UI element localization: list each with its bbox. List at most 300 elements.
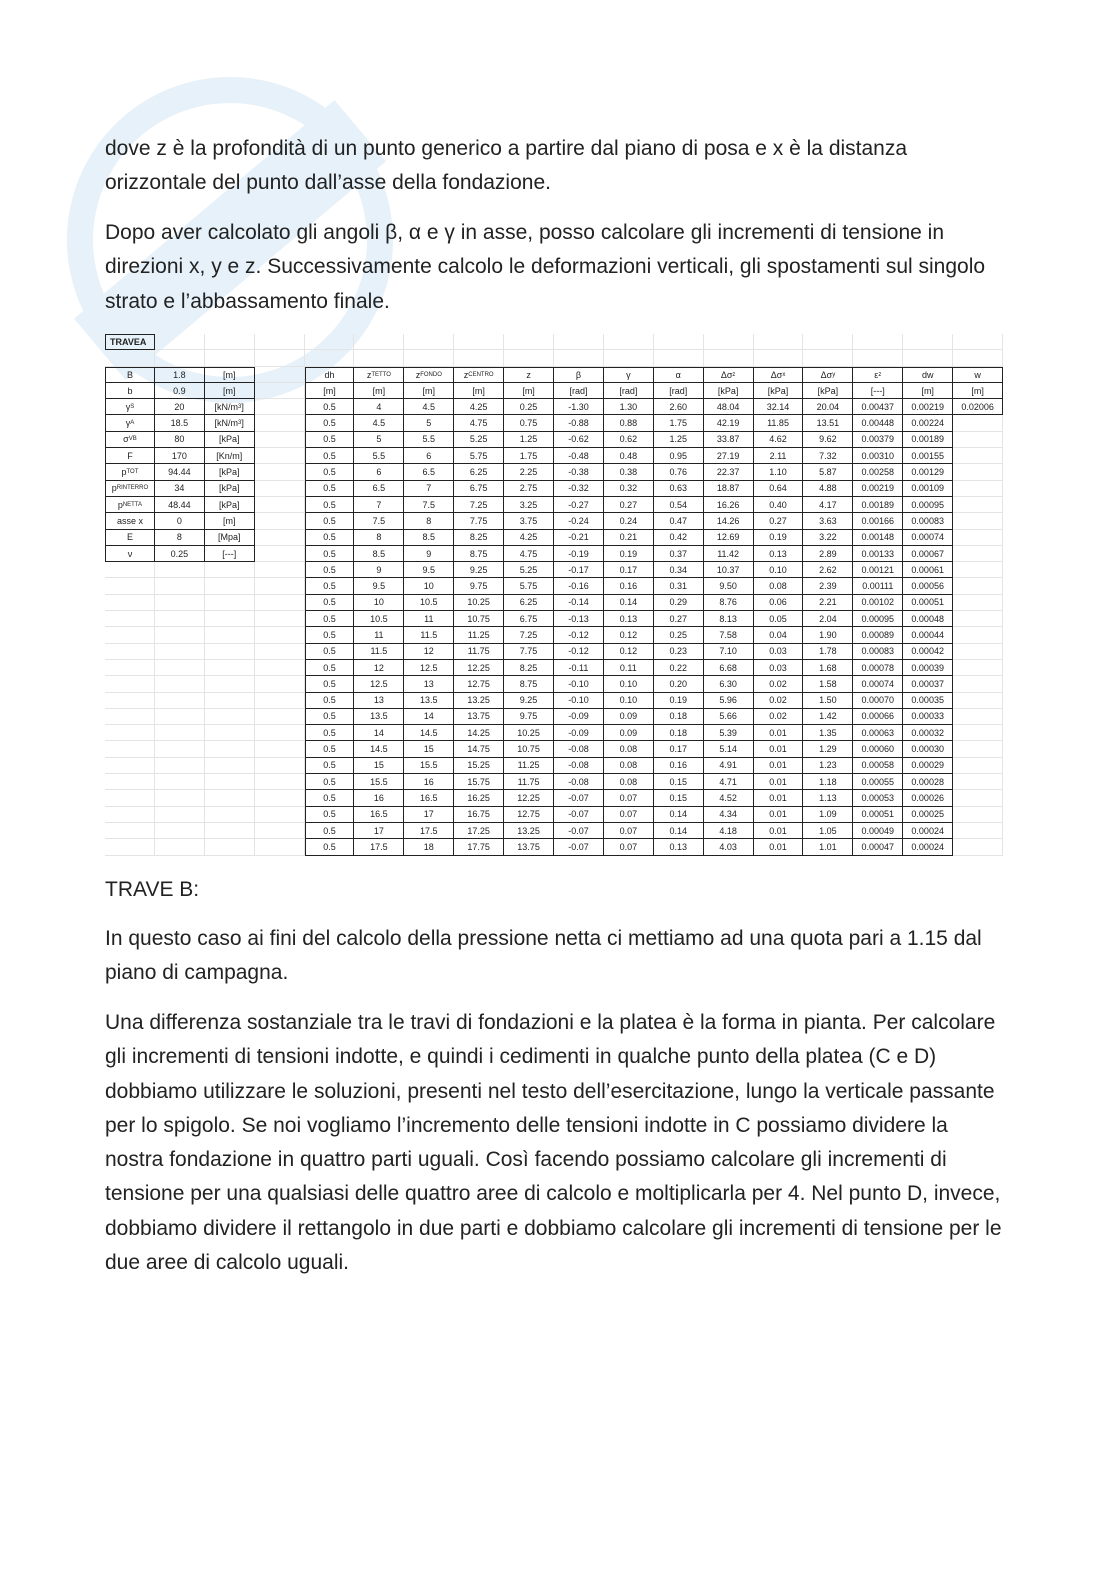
- table-cell: [504, 611, 554, 627]
- cell-text: -0.24: [568, 515, 589, 526]
- table-cell: [354, 415, 404, 431]
- cell-text: 1.58: [819, 678, 837, 689]
- column-unit: [803, 383, 853, 399]
- empty-cell: [953, 839, 1003, 855]
- table-cell: [903, 839, 953, 855]
- table-cell: [704, 432, 754, 448]
- cell-text: 0.18: [669, 711, 687, 722]
- table-cell: [604, 709, 654, 725]
- empty-cell: [903, 350, 953, 366]
- table-cell: [903, 595, 953, 611]
- empty-cell: [953, 432, 1003, 448]
- empty-cell: [205, 660, 255, 676]
- table-cell: [754, 839, 804, 855]
- cell-text: 17: [423, 809, 434, 820]
- cell-text: 10.37: [716, 564, 740, 575]
- table-cell: [903, 513, 953, 529]
- cell-text: 0.00066: [861, 711, 895, 722]
- table-cell: [454, 513, 504, 529]
- cell-text: 3.63: [819, 515, 837, 526]
- cell-text: -0.19: [568, 548, 589, 559]
- cell-text: 0.01: [769, 841, 787, 852]
- cell-text: 13.75: [467, 711, 490, 722]
- table-cell: [754, 676, 804, 692]
- table-cell: [853, 448, 903, 464]
- table-cell: [504, 644, 554, 660]
- empty-cell: [255, 513, 305, 529]
- cell-text: 0.14: [669, 809, 687, 820]
- param-unit: [205, 530, 255, 546]
- empty-cell: [105, 693, 155, 709]
- cell-text: 10.25: [467, 597, 490, 608]
- cell-text: 9: [426, 548, 432, 559]
- param-unit: [205, 367, 255, 383]
- empty-cell: [155, 693, 205, 709]
- table-cell: [504, 415, 554, 431]
- cell-text: 0.00148: [861, 532, 895, 543]
- cell-text: 0.63: [669, 483, 687, 494]
- table-cell: [354, 399, 404, 415]
- cell-text: 16.75: [467, 809, 490, 820]
- cell-text: 0.01: [769, 760, 787, 771]
- empty-cell: [105, 709, 155, 725]
- table-cell: [654, 693, 704, 709]
- column-unit: [604, 383, 654, 399]
- empty-cell: [953, 758, 1003, 774]
- empty-cell: [654, 350, 704, 366]
- table-cell: [554, 741, 604, 757]
- empty-cell: [205, 709, 255, 725]
- cell-text: 0.5: [323, 401, 336, 412]
- cell-text: 9.50: [719, 581, 737, 592]
- cell-text: -0.07: [568, 841, 589, 852]
- empty-cell: [953, 790, 1003, 806]
- table-cell: [654, 432, 704, 448]
- cell-text: 11.5: [370, 646, 388, 657]
- table-cell: [654, 562, 704, 578]
- cell-text: 8.76: [719, 597, 737, 608]
- table-cell: [504, 741, 554, 757]
- cell-text: 0.00258: [861, 467, 895, 478]
- empty-cell: [354, 350, 404, 366]
- cell-text: 0.03: [769, 646, 787, 657]
- empty-cell: [953, 725, 1003, 741]
- cell-text: 2.11: [769, 450, 787, 461]
- cell-text: α: [675, 369, 681, 380]
- table-cell: [454, 774, 504, 790]
- empty-cell: [155, 562, 205, 578]
- param-unit: [205, 448, 255, 464]
- empty-cell: [155, 595, 205, 611]
- table-cell: [903, 807, 953, 823]
- cell-text: -0.08: [568, 744, 589, 755]
- table-cell: [404, 481, 454, 497]
- cell-text: -0.07: [568, 809, 589, 820]
- cell-text: 0.5: [323, 597, 336, 608]
- empty-cell: [953, 774, 1003, 790]
- table-cell: [454, 399, 504, 415]
- table-cell: [554, 644, 604, 660]
- table-cell: [504, 464, 554, 480]
- cell-text: 1.25: [519, 434, 538, 445]
- table-cell: [853, 611, 903, 627]
- param-name: [105, 367, 155, 383]
- table-cell: [754, 415, 804, 431]
- cell-text: 9: [376, 564, 382, 575]
- cell-text: 0.00024: [911, 825, 944, 836]
- table-cell: [853, 709, 903, 725]
- cell-text: -0.12: [568, 629, 589, 640]
- table-cell: [604, 758, 654, 774]
- table-cell: [704, 415, 754, 431]
- cell-text: 0.00083: [911, 515, 944, 526]
- column-unit: [504, 383, 554, 399]
- section-heading-trave-b: TRAVE B:: [105, 878, 200, 901]
- cell-text: 5.75: [519, 581, 538, 592]
- table-cell: [454, 644, 504, 660]
- table-cell: [454, 660, 504, 676]
- cell-text: p: [121, 467, 127, 478]
- table-cell: [504, 432, 554, 448]
- cell-text: [m]: [222, 369, 236, 380]
- empty-cell: [654, 334, 704, 350]
- cell-text: 0.5: [323, 744, 336, 755]
- empty-cell: [205, 611, 255, 627]
- empty-cell: [255, 709, 305, 725]
- empty-cell: [953, 627, 1003, 643]
- table-cell: [604, 497, 654, 513]
- table-cell: [305, 415, 355, 431]
- cell-text: 11.75: [517, 776, 540, 787]
- cell-text: 0.02006: [961, 401, 994, 412]
- empty-cell: [255, 741, 305, 757]
- table-cell: [454, 578, 504, 594]
- table-cell: [404, 448, 454, 464]
- table-cell: [354, 807, 404, 823]
- empty-cell: [704, 350, 754, 366]
- cell-text: 0.9: [173, 385, 186, 396]
- table-cell: [654, 513, 704, 529]
- column-header: [853, 367, 903, 383]
- empty-cell: [205, 807, 255, 823]
- empty-cell: [404, 350, 454, 366]
- table-cell: [305, 464, 355, 480]
- column-header: [504, 367, 554, 383]
- cell-text: 0.00109: [911, 483, 944, 494]
- table-cell: [754, 758, 804, 774]
- empty-cell: [155, 611, 205, 627]
- cell-text: 5.39: [719, 727, 737, 738]
- cell-text: 0.10: [769, 564, 787, 575]
- cell-text: 0.54: [669, 499, 687, 510]
- table-cell: [305, 741, 355, 757]
- cell-text: Δσ: [820, 369, 833, 380]
- cell-text: 0.5: [323, 678, 336, 689]
- table-cell: [704, 709, 754, 725]
- table-cell: [305, 562, 355, 578]
- empty-cell: [454, 350, 504, 366]
- cell-text: [kPa]: [218, 483, 240, 494]
- cell-text: 1.25: [669, 434, 687, 445]
- table-cell: [404, 415, 454, 431]
- table-cell: [754, 497, 804, 513]
- cell-text: 0.00129: [911, 467, 944, 478]
- table-cell: [704, 530, 754, 546]
- cell-text: 0.5: [323, 467, 336, 478]
- cell-text: β: [575, 369, 582, 380]
- table-cell: [454, 676, 504, 692]
- cell-text: 5.96: [719, 695, 737, 706]
- cell-text: p: [117, 499, 123, 510]
- empty-cell: [105, 644, 155, 660]
- cell-text: 0.00037: [911, 678, 944, 689]
- table-cell: [654, 741, 704, 757]
- table-cell: [604, 546, 654, 562]
- table-cell: [853, 481, 903, 497]
- empty-cell: [155, 758, 205, 774]
- table-cell: [604, 481, 654, 497]
- w-total-cell: [953, 399, 1003, 415]
- cell-text: 0.5: [323, 483, 336, 494]
- table-cell: [853, 546, 903, 562]
- empty-cell: [205, 774, 255, 790]
- cell-text: 3.75: [519, 515, 538, 526]
- cell-text: 0.5: [323, 532, 336, 543]
- column-unit: [554, 383, 604, 399]
- empty-cell: [255, 758, 305, 774]
- table-cell: [853, 807, 903, 823]
- table-cell: [554, 839, 604, 855]
- cell-text: 2.62: [819, 564, 837, 575]
- cell-text: 6.75: [519, 613, 538, 624]
- column-header: [604, 367, 654, 383]
- cell-text: 20.04: [816, 401, 840, 412]
- table-cell: [454, 693, 504, 709]
- table-cell: [704, 790, 754, 806]
- table-cell: [704, 546, 754, 562]
- cell-text: F: [127, 450, 133, 461]
- cell-text: z: [526, 369, 531, 380]
- cell-text: [kPa]: [767, 385, 789, 396]
- cell-text: 5.25: [469, 434, 488, 445]
- table-cell: [704, 627, 754, 643]
- cell-text: 6.5: [372, 483, 386, 494]
- cell-text: 13.25: [517, 825, 540, 836]
- cell-text: -0.62: [568, 434, 589, 445]
- empty-cell: [255, 790, 305, 806]
- cell-text: [kPa]: [817, 385, 839, 396]
- empty-cell: [155, 644, 205, 660]
- cell-text: 0.01: [769, 727, 787, 738]
- column-header: [305, 367, 355, 383]
- table-cell: [704, 644, 754, 660]
- empty-cell: [953, 709, 1003, 725]
- empty-cell: [155, 823, 205, 839]
- cell-text: 42.19: [716, 418, 740, 429]
- table-cell: [454, 790, 504, 806]
- table-cell: [354, 546, 404, 562]
- empty-cell: [205, 676, 255, 692]
- cell-text: 9.5: [422, 564, 436, 575]
- table-cell: [903, 497, 953, 513]
- empty-cell: [255, 660, 305, 676]
- cell-text: 0.5: [323, 515, 336, 526]
- empty-cell: [853, 334, 903, 350]
- table-cell: [754, 578, 804, 594]
- cell-text: -0.13: [568, 613, 589, 624]
- cell-text: 7.25: [469, 499, 488, 510]
- table-cell: [654, 709, 704, 725]
- empty-cell: [953, 464, 1003, 480]
- table-cell: [853, 774, 903, 790]
- cell-text: 14.25: [467, 727, 490, 738]
- table-cell: [404, 758, 454, 774]
- table-cell: [853, 595, 903, 611]
- table-cell: [654, 578, 704, 594]
- empty-cell: [155, 350, 205, 366]
- table-cell: [803, 774, 853, 790]
- table-cell: [354, 448, 404, 464]
- cell-text: 8: [426, 515, 432, 526]
- cell-text: 11.85: [767, 418, 789, 429]
- table-cell: [604, 595, 654, 611]
- empty-cell: [554, 350, 604, 366]
- cell-text: 7: [426, 483, 432, 494]
- cell-text: 0.25: [669, 629, 687, 640]
- empty-cell: [255, 693, 305, 709]
- empty-cell: [604, 334, 654, 350]
- table-cell: [853, 627, 903, 643]
- cell-text: b: [127, 385, 133, 396]
- table-cell: [404, 595, 454, 611]
- table-cell: [305, 839, 355, 855]
- cell-text: 0.00058: [861, 760, 895, 771]
- empty-cell: [504, 350, 554, 366]
- table-cell: [853, 578, 903, 594]
- table-cell: [504, 627, 554, 643]
- empty-cell: [305, 350, 355, 366]
- cell-text: 2.39: [819, 581, 837, 592]
- cell-text: 1.78: [819, 646, 837, 657]
- cell-text: 9.25: [519, 695, 538, 706]
- cell-text: 0.5: [323, 548, 336, 559]
- cell-text: asse x: [116, 515, 143, 526]
- param-unit: [kN/m 3 ]: [205, 415, 255, 431]
- cell-text: 12.75: [467, 678, 490, 689]
- table-cell: [404, 660, 454, 676]
- table-cell: [604, 578, 654, 594]
- cell-text: 8.25: [469, 532, 488, 543]
- table-cell: [803, 513, 853, 529]
- empty-cell: [504, 334, 554, 350]
- cell-text: 0.00060: [861, 744, 895, 755]
- cell-text: -0.27: [568, 499, 589, 510]
- cell-text: 0.19: [669, 695, 687, 706]
- cell-text: 0.05: [769, 613, 787, 624]
- empty-cell: [953, 546, 1003, 562]
- param-value: [155, 546, 205, 562]
- table-cell: [554, 774, 604, 790]
- table-cell: [404, 627, 454, 643]
- empty-cell: [105, 676, 155, 692]
- cell-text: 0: [176, 515, 182, 526]
- table-cell: [454, 464, 504, 480]
- empty-cell: [255, 627, 305, 643]
- table-cell: [654, 627, 704, 643]
- cell-text: 4.34: [719, 809, 737, 820]
- cell-text: -0.88: [568, 418, 589, 429]
- table-cell: [554, 546, 604, 562]
- table-cell: [554, 611, 604, 627]
- cell-text: 27.19: [716, 450, 740, 461]
- empty-cell: [205, 562, 255, 578]
- table-cell: [754, 693, 804, 709]
- cell-text: γ: [125, 418, 131, 429]
- cell-text: 0.5: [323, 809, 336, 820]
- empty-cell: [953, 334, 1003, 350]
- table-cell: [853, 513, 903, 529]
- param-name: [105, 497, 155, 513]
- cell-text: 0.08: [619, 744, 638, 755]
- table-cell: [853, 660, 903, 676]
- cell-text: -1.30: [568, 401, 589, 412]
- table-cell: [354, 513, 404, 529]
- column-header: [554, 367, 604, 383]
- cell-text: 0.88: [619, 418, 638, 429]
- table-cell: [504, 448, 554, 464]
- table-cell: [404, 578, 454, 594]
- cell-text: 1.01: [819, 841, 837, 852]
- cell-text: 0.5: [323, 629, 336, 640]
- table-cell: [604, 448, 654, 464]
- cell-text: 0.19: [769, 532, 787, 543]
- cell-text: [m]: [372, 385, 386, 396]
- table-cell: [504, 676, 554, 692]
- cell-text: 0.24: [619, 515, 638, 526]
- cell-text: 11.25: [467, 629, 490, 640]
- empty-cell: [953, 693, 1003, 709]
- table-cell: [454, 448, 504, 464]
- table-cell: [554, 562, 604, 578]
- table-cell: [803, 741, 853, 757]
- table-cell: [704, 595, 754, 611]
- cell-text: 0.16: [619, 581, 638, 592]
- table-cell: [654, 725, 704, 741]
- table-cell: [604, 562, 654, 578]
- cell-text: 4.5: [422, 401, 436, 412]
- table-cell: [554, 807, 604, 823]
- empty-cell: [255, 448, 305, 464]
- table-cell: [454, 481, 504, 497]
- table-cell: [404, 513, 454, 529]
- table-cell: [704, 725, 754, 741]
- empty-cell: [205, 595, 255, 611]
- param-name: [105, 432, 155, 448]
- table-cell: [654, 546, 704, 562]
- empty-cell: [155, 676, 205, 692]
- table-cell: [404, 399, 454, 415]
- cell-text: 0.00051: [861, 809, 895, 820]
- table-cell: [654, 790, 704, 806]
- table-cell: [853, 562, 903, 578]
- cell-text: 4.91: [719, 760, 737, 771]
- empty-cell: [604, 350, 654, 366]
- table-cell: [803, 758, 853, 774]
- empty-cell: [953, 644, 1003, 660]
- cell-text: 0.01: [769, 825, 787, 836]
- table-cell: [803, 464, 853, 480]
- cell-text: 0.00379: [861, 434, 895, 445]
